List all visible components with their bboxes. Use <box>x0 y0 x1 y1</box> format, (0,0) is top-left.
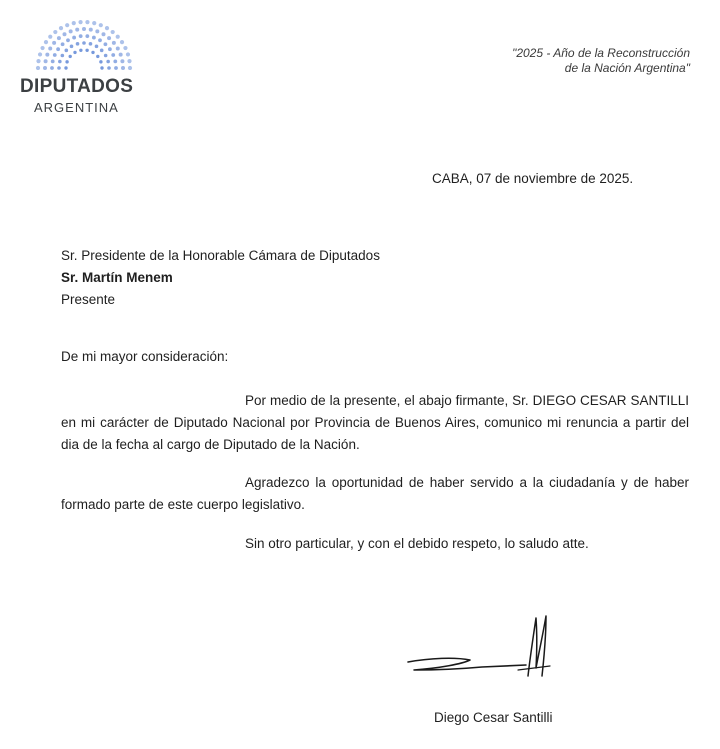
hemicycle-seat-dot <box>116 35 120 39</box>
hemicycle-seat-dot <box>123 46 127 50</box>
hemicycle-seat-dot <box>38 52 42 56</box>
hemicycle-seat-dot <box>79 34 83 38</box>
hemicycle-seat-dot <box>111 53 115 57</box>
hemicycle-seat-dot <box>111 30 115 34</box>
hemicycle-seat-dot <box>98 38 102 42</box>
motto-line-1: "2025 - Año de la Reconstrucción <box>512 46 690 60</box>
hemicycle-seat-dot <box>45 53 49 57</box>
hemicycle-seat-dot <box>70 45 74 49</box>
hemicycle-seat-dot <box>92 21 96 25</box>
hemicycle-seat-dot <box>65 23 69 27</box>
hemicycle-seat-dot <box>121 66 125 70</box>
paragraph-closing: Sin otro particular, y con el debido respeto, lo saludo atte. <box>245 536 589 551</box>
hemicycle-seat-dot <box>48 47 52 51</box>
logo-title: DIPUTADOS <box>20 76 134 97</box>
hemicycle-seat-dot <box>50 66 54 70</box>
hemicycle-seat-dot <box>128 66 132 70</box>
hemicycle-seat-dot <box>99 23 103 27</box>
hemicycle-seat-dot <box>59 26 63 30</box>
hemicycle-seat-dot <box>61 42 65 46</box>
hemicycle-seat-dot <box>113 59 117 63</box>
hemicycle-seat-dot <box>61 54 65 58</box>
hemicycle-seat-dot <box>36 59 40 63</box>
hemicycle-seat-dot <box>44 40 48 44</box>
hemicycle-seat-dot <box>51 59 55 63</box>
hemicycle-seat-dot <box>76 42 80 46</box>
hemicycle-seat-dot <box>82 41 86 45</box>
hemicycle-seat-dot <box>65 60 68 63</box>
addressee-presente: Presente <box>61 292 116 307</box>
hemicycle-seat-dot <box>102 32 106 36</box>
diputados-logo <box>18 18 148 118</box>
hemicycle-seat-dot <box>69 29 73 33</box>
hemicycle-seat-dot <box>43 66 47 70</box>
hemicycle-seat-dot <box>105 26 109 30</box>
year-motto <box>390 46 690 76</box>
hemicycle-seat-dot <box>112 41 116 45</box>
hemicycle-seat-dot <box>40 46 44 50</box>
hemicycle-seat-dot <box>119 53 123 57</box>
hemicycle-seat-dot <box>85 20 89 24</box>
hemicycle-seat-dot <box>36 66 40 70</box>
hemicycle-seat-dot <box>72 36 76 40</box>
hemicycle-seat-dot <box>89 42 93 46</box>
hemicycle-seat-dot <box>58 60 62 64</box>
hemicycle-seat-dot <box>99 60 102 63</box>
hemicycle-seat-dot <box>89 28 93 32</box>
hemicycle-seat-dot <box>100 49 104 53</box>
hemicycle-seat-dot <box>44 59 48 63</box>
hemicycle-seat-dot <box>78 20 82 24</box>
hemicycle-seat-dot <box>73 51 76 54</box>
hemicycle-seat-dot <box>104 42 108 46</box>
hemicycle-seat-dot <box>92 36 96 40</box>
hemicycle-seat-dot <box>85 34 89 38</box>
signer-name: Diego Cesar Santilli <box>434 710 553 725</box>
hemicycle-seat-dot <box>53 53 57 57</box>
hemicycle-seat-dot <box>106 60 110 64</box>
hemicycle-seat-dot <box>57 36 61 40</box>
logo-subtitle: ARGENTINA <box>34 100 119 115</box>
paragraph-thanks: Agradezco la oportunidad de haber servido a la ciudadanía y de haber formado parte de este cuerpo legislativo. <box>61 475 689 512</box>
handwritten-signature <box>400 610 560 690</box>
hemicycle-seat-dot <box>126 52 130 56</box>
hemicycle-seat-dot <box>52 41 56 45</box>
hemicycle-seat-dot <box>107 36 111 40</box>
hemicycle-seat-dot <box>96 55 99 58</box>
hemicycle-seat-dot <box>114 66 118 70</box>
addressee-block <box>61 245 380 311</box>
hemicycle-seat-dot <box>100 66 103 69</box>
addressee-title: Sr. Presidente de la Honorable Cámara de Diputados <box>61 248 380 263</box>
hemicycle-seat-dot <box>116 47 120 51</box>
hemicycle-seat-dot <box>72 21 76 25</box>
hemicycle-seat-dot <box>95 45 99 49</box>
addressee-name: Sr. Martín Menem <box>61 270 173 285</box>
hemicycle-seat-dot <box>108 47 112 51</box>
hemicycle-seat-dot <box>127 59 131 63</box>
hemicycle-seat-dot <box>69 55 72 58</box>
hemicycle-seat-dot <box>85 49 88 52</box>
paragraph-resignation: Por medio de la presente, el abajo firmante, Sr. DIEGO CESAR SANTILLI en mi carácter de Diputado Nacional por Provincia de Buenos Aires, comunico mi renuncia a partir del dia de la fecha al cargo de Diputado de la Nación. <box>61 393 689 452</box>
parliament-hemicycle-icon <box>34 18 134 70</box>
hemicycle-seat-dot <box>91 51 94 54</box>
hemicycle-seat-dot <box>57 66 61 70</box>
hemicycle-seat-dot <box>79 49 82 52</box>
hemicycle-seat-dot <box>65 49 69 53</box>
salutation: De mi mayor consideración: <box>61 349 229 364</box>
hemicycle-seat-dot <box>120 59 124 63</box>
hemicycle-seat-dot <box>95 29 99 33</box>
letter-date: CABA, 07 de noviembre de 2025. <box>432 171 634 186</box>
hemicycle-seat-dot <box>66 38 70 42</box>
hemicycle-seat-dot <box>48 35 52 39</box>
hemicycle-seat-dot <box>107 66 111 70</box>
hemicycle-seat-dot <box>75 28 79 32</box>
hemicycle-seat-dot <box>53 30 57 34</box>
hemicycle-seat-dot <box>104 54 108 58</box>
hemicycle-seat-dot <box>64 66 67 69</box>
hemicycle-seat-dot <box>82 27 86 31</box>
hemicycle-seat-dot <box>63 32 67 36</box>
hemicycle-seat-dot <box>120 40 124 44</box>
hemicycle-seat-dot <box>56 47 60 51</box>
motto-line-2: de la Nación Argentina" <box>564 61 690 75</box>
